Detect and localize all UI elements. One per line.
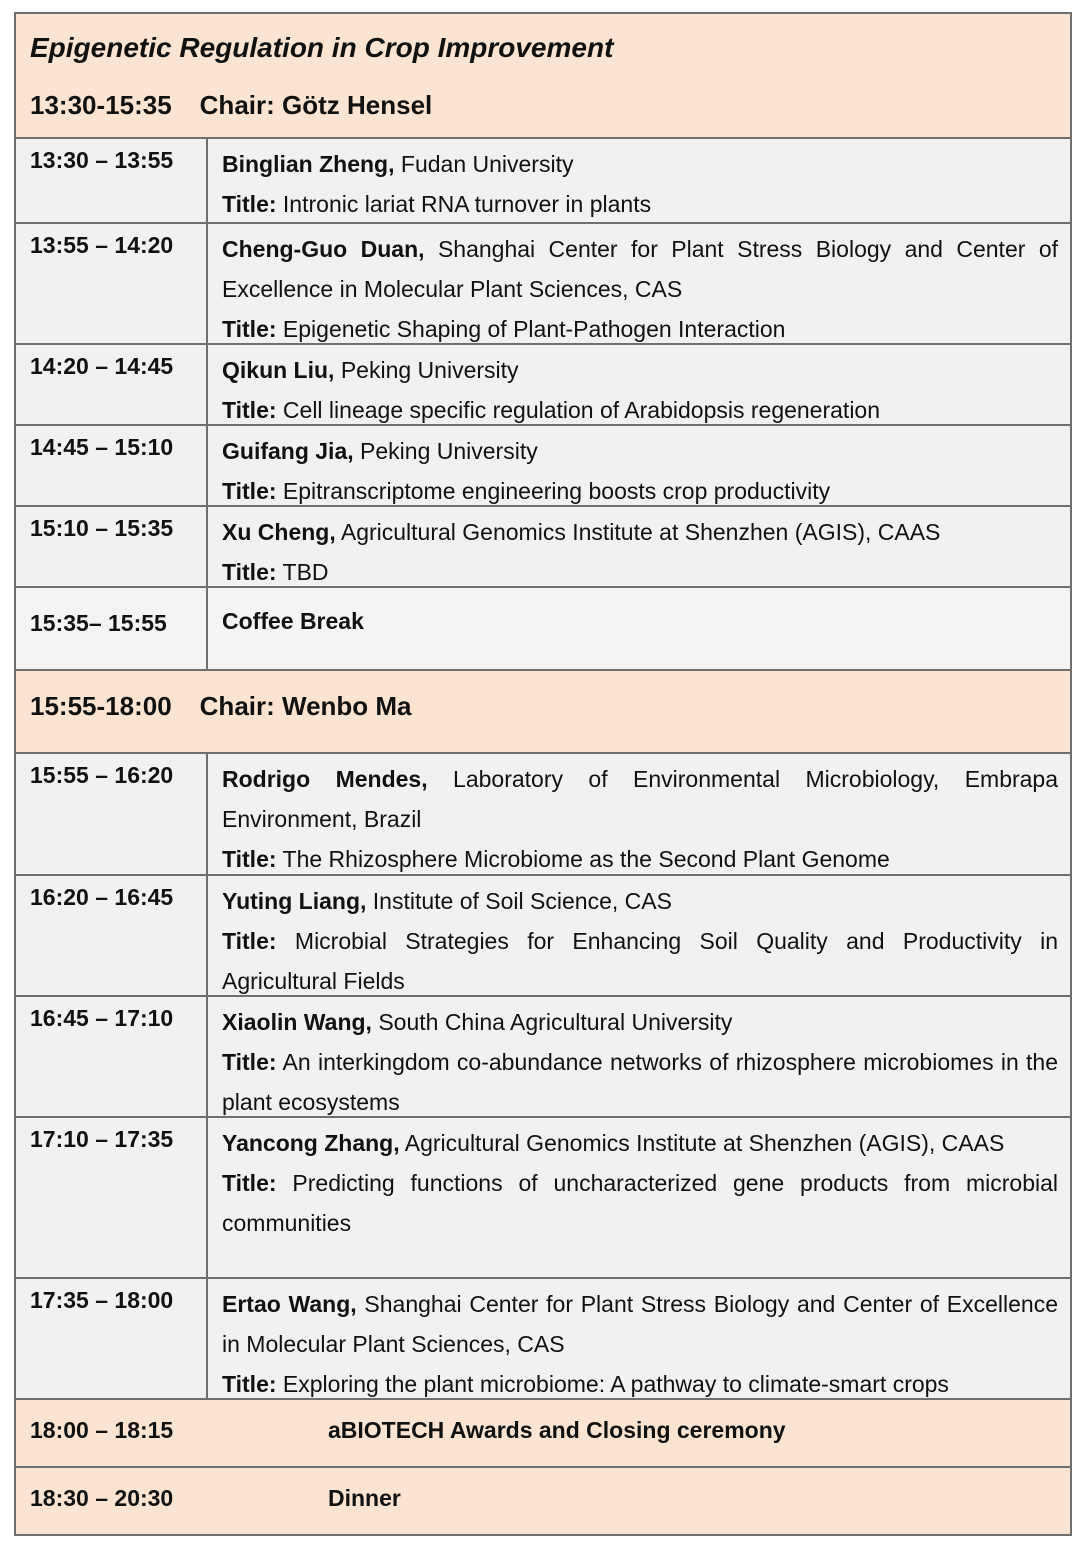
talk-content	[222, 512, 1058, 592]
talk-row	[14, 874, 1072, 997]
talk-title: TBD	[282, 559, 329, 585]
speaker-affiliation: Peking University	[360, 438, 538, 464]
session-part2-chair: Chair: Wenbo Ma	[199, 691, 412, 721]
talk-content	[222, 1123, 1058, 1243]
column-divider	[206, 224, 208, 343]
title-label: Title:	[222, 559, 277, 585]
session-part1-chair: Chair: Götz Hensel	[199, 90, 433, 120]
speaker-name: Xu Cheng,	[222, 519, 336, 545]
column-divider	[206, 1279, 208, 1398]
speaker-name: Binglian Zheng,	[222, 151, 395, 177]
speaker-name: Yancong Zhang,	[222, 1130, 400, 1156]
talk-speaker-line	[222, 229, 1058, 309]
talk-speaker-line	[222, 759, 1058, 839]
talk-time: 15:10 – 15:35	[30, 515, 174, 541]
talk-time: 14:45 – 15:10	[30, 434, 174, 460]
speaker-affiliation: Laboratory of Environmental Microbiology, Embrapa Environment, Brazil	[222, 766, 1059, 832]
talk-row	[14, 995, 1072, 1118]
talk-speaker-line	[222, 144, 1058, 184]
talk-speaker-line	[222, 512, 1058, 552]
talk-title-line	[222, 839, 1058, 879]
talk-time: 17:35 – 18:00	[30, 1287, 174, 1313]
talk-row	[14, 424, 1072, 507]
talk-title-line	[222, 1042, 1058, 1122]
talk-speaker-line	[222, 350, 1058, 390]
speaker-affiliation: South China Agricultural University	[378, 1009, 733, 1035]
talk-speaker-line	[222, 1002, 1058, 1042]
title-label: Title:	[222, 478, 277, 504]
talk-speaker-line	[222, 431, 1058, 471]
talk-content	[222, 1284, 1058, 1404]
session-header	[14, 669, 1072, 754]
talk-content	[222, 144, 1058, 224]
dinner-time: 18:30 – 20:30	[30, 1485, 174, 1511]
talk-content	[222, 431, 1058, 511]
talk-content	[222, 759, 1058, 879]
column-divider	[206, 876, 208, 995]
talk-row	[14, 752, 1072, 876]
talk-content	[222, 229, 1058, 349]
column-divider	[206, 426, 208, 505]
session-header	[14, 12, 1072, 139]
title-label: Title:	[222, 316, 277, 342]
talk-title: An interkingdom co-abundance networks of rhizosphere microbiomes in the plant ecosystems	[222, 1049, 1059, 1115]
talk-title-line	[222, 921, 1058, 1001]
talk-content	[222, 881, 1058, 1001]
talk-speaker-line	[222, 1123, 1058, 1163]
talk-title: Intronic lariat RNA turnover in plants	[282, 191, 652, 217]
title-label: Title:	[222, 1049, 277, 1075]
talk-row	[14, 343, 1072, 426]
column-divider	[206, 997, 208, 1116]
speaker-name: Qikun Liu,	[222, 357, 335, 383]
title-label: Title:	[222, 1371, 277, 1397]
speaker-name: Ertao Wang,	[222, 1291, 357, 1317]
talk-row	[14, 1277, 1072, 1400]
column-divider	[206, 139, 208, 222]
column-divider	[206, 507, 208, 586]
speaker-name: Xiaolin Wang,	[222, 1009, 372, 1035]
talk-title: The Rhizosphere Microbiome as the Second Plant Genome	[282, 846, 890, 872]
talk-title: Cell lineage specific regulation of Arabidopsis regeneration	[282, 397, 881, 423]
talk-time: 14:20 – 14:45	[30, 353, 174, 379]
title-label: Title:	[222, 928, 277, 954]
talk-title: Predicting functions of uncharacterized gene products from microbial communities	[222, 1170, 1058, 1236]
coffee-break-label: Coffee Break	[222, 608, 364, 634]
column-divider	[206, 754, 208, 874]
talk-row	[14, 505, 1072, 588]
session-title: Epigenetic Regulation in Crop Improvement	[30, 32, 614, 63]
session-part2-time: 15:55-18:00	[30, 691, 172, 721]
talk-time: 17:10 – 17:35	[30, 1126, 174, 1152]
talk-row	[14, 137, 1072, 224]
talk-title-line	[222, 184, 1058, 224]
column-divider	[206, 1118, 208, 1277]
column-divider	[206, 588, 208, 669]
speaker-affiliation: Shanghai Center for Plant Stress Biology and Center of Excellence in Molecular Plant Sciences, CAS	[222, 236, 1059, 302]
speaker-name: Guifang Jia,	[222, 438, 354, 464]
closing-time: 18:00 – 18:15	[30, 1417, 174, 1443]
talk-title: Microbial Strategies for Enhancing Soil Quality and Productivity in Agricultural Fields	[222, 928, 1059, 994]
title-label: Title:	[222, 191, 277, 217]
talk-time: 13:30 – 13:55	[30, 147, 174, 173]
talk-title-line	[222, 1163, 1058, 1243]
talk-time: 16:20 – 16:45	[30, 884, 174, 910]
speaker-affiliation: Fudan University	[400, 151, 574, 177]
talk-speaker-line	[222, 1284, 1058, 1364]
coffee-break-row	[14, 586, 1072, 671]
talk-time: 13:55 – 14:20	[30, 232, 174, 258]
title-label: Title:	[222, 1170, 277, 1196]
dinner-label: Dinner	[328, 1485, 401, 1511]
speaker-affiliation: Agricultural Genomics Institute at Shenzhen (AGIS), CAAS	[404, 1130, 1005, 1156]
dinner-row	[14, 1466, 1072, 1536]
column-divider	[206, 345, 208, 424]
speaker-name: Yuting Liang,	[222, 888, 367, 914]
speaker-affiliation: Shanghai Center for Plant Stress Biology and Center of Excellence in Molecular Plant Sciences, CAS	[222, 1291, 1058, 1357]
speaker-affiliation: Peking University	[340, 357, 519, 383]
speaker-name: Rodrigo Mendes,	[222, 766, 428, 792]
talk-title: Epitranscriptome engineering boosts crop productivity	[282, 478, 831, 504]
speaker-name: Cheng-Guo Duan,	[222, 236, 425, 262]
speaker-affiliation: Institute of Soil Science, CAS	[372, 888, 672, 914]
talk-title: Epigenetic Shaping of Plant-Pathogen Interaction	[282, 316, 786, 342]
talk-speaker-line	[222, 881, 1058, 921]
speaker-affiliation: Agricultural Genomics Institute at Shenzhen (AGIS), CAAS	[340, 519, 941, 545]
talk-row	[14, 1116, 1072, 1279]
session-part2-line	[30, 691, 412, 722]
talk-time: 16:45 – 17:10	[30, 1005, 174, 1031]
session-part1-time: 13:30-15:35	[30, 90, 172, 120]
talk-content	[222, 350, 1058, 430]
talk-title: Exploring the plant microbiome: A pathway to climate-smart crops	[282, 1371, 949, 1397]
coffee-break-time: 15:35– 15:55	[30, 610, 167, 636]
closing-label: aBIOTECH Awards and Closing ceremony	[328, 1417, 786, 1443]
talk-row	[14, 222, 1072, 345]
session-part1-line	[30, 90, 432, 121]
talk-content	[222, 1002, 1058, 1122]
title-label: Title:	[222, 846, 277, 872]
title-label: Title:	[222, 397, 277, 423]
talk-time: 15:55 – 16:20	[30, 762, 174, 788]
closing-row	[14, 1398, 1072, 1468]
